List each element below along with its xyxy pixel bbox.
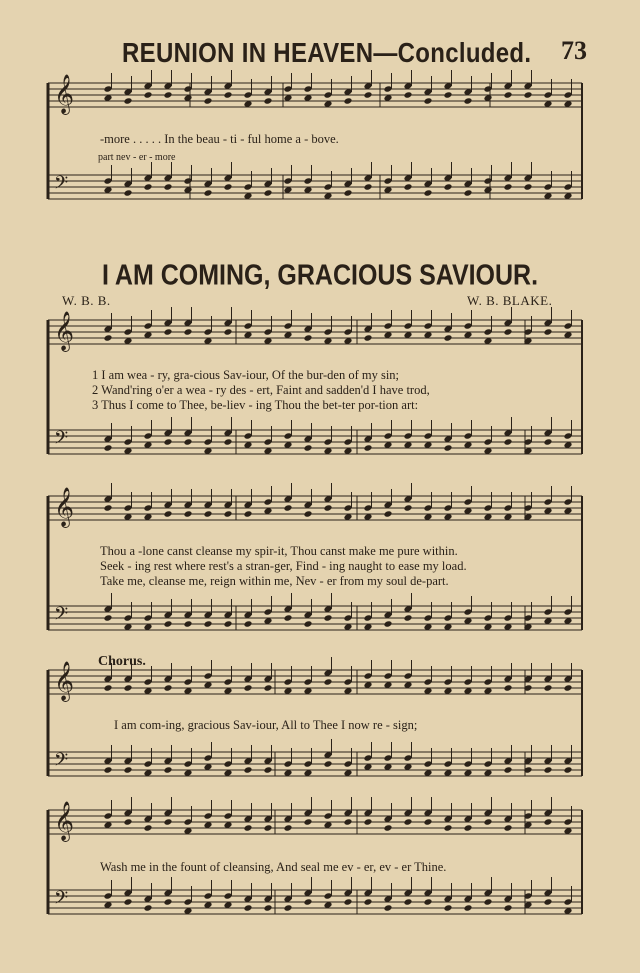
note-head (504, 438, 513, 445)
note-head (144, 183, 153, 190)
note-head (324, 504, 333, 511)
note-head (444, 444, 453, 451)
note-head (464, 97, 473, 104)
continued-hymn-title: REUNION IN HEAVEN—Concluded. (122, 38, 532, 70)
note-head (424, 898, 433, 905)
bass-clef: 𝄢 (54, 750, 69, 775)
note-head (324, 760, 333, 767)
note-head (124, 189, 133, 196)
note-head (284, 504, 293, 511)
verse-3-line-b: Take me, cleanse me, reign within me, Nev - er from my soul de-part. (100, 574, 449, 588)
note-head (104, 334, 113, 341)
note-head (224, 91, 233, 98)
note-head (404, 183, 413, 190)
note-head (124, 97, 133, 104)
note-head (164, 766, 173, 773)
note-head (304, 334, 313, 341)
verse-1-line-b: Thou a -lone canst cleanse my spir-it, Thou canst make me pure within. (100, 544, 458, 558)
note-head (264, 97, 273, 104)
note-head (544, 438, 553, 445)
note-head (404, 504, 413, 511)
bass-clef: 𝄢 (54, 604, 69, 629)
note-head (464, 904, 473, 911)
note-head (244, 620, 253, 627)
note-head (164, 898, 173, 905)
note-head (244, 824, 253, 831)
chorus-label: Chorus. (98, 654, 146, 669)
note-head (164, 684, 173, 691)
note-head (224, 183, 233, 190)
note-head (264, 904, 273, 911)
chorus-lyric-2: Wash me in the fount of cleansing, And seal me ev - er, ev - er Thine. (100, 860, 447, 874)
note-head (504, 904, 513, 911)
note-head (324, 678, 333, 685)
note-head (364, 444, 373, 451)
page-number: 73 (561, 36, 587, 65)
note-head (264, 684, 273, 691)
note-head (204, 189, 213, 196)
note-head (344, 189, 353, 196)
hymn-title: I AM COMING, GRACIOUS SAVIOUR. (101, 259, 539, 292)
note-head (504, 684, 513, 691)
note-head (504, 183, 513, 190)
note-head (364, 334, 373, 341)
note-head (144, 824, 153, 831)
note-head (104, 766, 113, 773)
note-head (104, 444, 113, 451)
note-head (124, 766, 133, 773)
note-head (224, 328, 233, 335)
note-head (424, 97, 433, 104)
note-head (544, 898, 553, 905)
note-head (184, 620, 193, 627)
note-head (444, 183, 453, 190)
verse-2-line-b: Seek - ing rest where rest's a stran-ger, Find - ing naught to ease my load. (100, 559, 467, 573)
note-head (164, 328, 173, 335)
note-head (364, 898, 373, 905)
note-head (244, 684, 253, 691)
note-head (364, 818, 373, 825)
note-head (144, 91, 153, 98)
note-head (544, 818, 553, 825)
note-head (204, 97, 213, 104)
note-head (264, 766, 273, 773)
note-head (164, 183, 173, 190)
note-head (404, 898, 413, 905)
note-head (104, 504, 113, 511)
music-credit: W. B. BLAKE. (467, 293, 553, 308)
note-head (304, 444, 313, 451)
note-head (504, 766, 513, 773)
note-head (504, 91, 513, 98)
note-head (424, 189, 433, 196)
note-head (484, 818, 493, 825)
note-head (124, 684, 133, 691)
note-head (464, 824, 473, 831)
note-head (364, 183, 373, 190)
top-sub-lyric: part nev - er - more (98, 152, 176, 163)
note-head (164, 91, 173, 98)
bass-clef: 𝄢 (54, 173, 69, 198)
note-head (284, 904, 293, 911)
chorus-lyric-1: I am com-ing, gracious Sav-iour, All to Thee I now re - sign; (114, 718, 418, 732)
bass-clef: 𝄢 (54, 888, 69, 913)
words-credit: W. B. B. (62, 293, 111, 308)
note-head (124, 898, 133, 905)
note-head (404, 614, 413, 621)
treble-clef: 𝄞 (54, 74, 75, 114)
note-head (404, 818, 413, 825)
note-head (524, 91, 533, 98)
note-head (204, 510, 213, 517)
note-head (264, 824, 273, 831)
note-head (224, 620, 233, 627)
verse-2-line-a: 2 Wand'ring o'er a wea - ry des - ert, Faint and sadden'd I have trod, (92, 383, 430, 397)
note-head (444, 334, 453, 341)
note-head (424, 818, 433, 825)
note-head (464, 189, 473, 196)
note-head (544, 328, 553, 335)
note-head (244, 766, 253, 773)
note-head (344, 97, 353, 104)
note-head (304, 818, 313, 825)
note-head (104, 614, 113, 621)
note-head (564, 684, 573, 691)
treble-clef: 𝄞 (54, 801, 75, 841)
note-head (544, 766, 553, 773)
note-head (524, 183, 533, 190)
note-head (304, 898, 313, 905)
note-head (544, 684, 553, 691)
note-head (344, 818, 353, 825)
note-head (284, 824, 293, 831)
note-head (244, 510, 253, 517)
note-head (124, 818, 133, 825)
note-head (164, 818, 173, 825)
note-head (384, 620, 393, 627)
note-head (404, 91, 413, 98)
note-head (384, 904, 393, 911)
note-head (364, 91, 373, 98)
top-lyric-line: -more . . . . . In the beau - ti - ful home a - bove. (100, 132, 339, 146)
note-head (444, 91, 453, 98)
note-head (144, 904, 153, 911)
note-head (564, 766, 573, 773)
note-head (324, 614, 333, 621)
note-head (244, 904, 253, 911)
note-head (504, 328, 513, 335)
note-head (104, 684, 113, 691)
note-head (184, 510, 193, 517)
treble-clef: 𝄞 (54, 487, 75, 527)
treble-clef: 𝄞 (54, 311, 75, 351)
note-head (344, 898, 353, 905)
note-head (224, 510, 233, 517)
note-head (184, 438, 193, 445)
note-head (164, 620, 173, 627)
note-head (164, 438, 173, 445)
note-head (484, 898, 493, 905)
note-head (384, 510, 393, 517)
note-head (224, 438, 233, 445)
note-head (284, 614, 293, 621)
note-head (304, 510, 313, 517)
note-head (384, 824, 393, 831)
note-head (264, 189, 273, 196)
verse-3-line-a: 3 Thus I come to Thee, be-liev - ing Thou the bet-ter por-tion art: (92, 398, 419, 412)
bass-clef: 𝄢 (54, 428, 69, 453)
note-head (504, 824, 513, 831)
verse-1-line-a: 1 I am wea - ry, gra-cious Sav-iour, Of the bur-den of my sin; (92, 368, 400, 382)
note-head (164, 510, 173, 517)
note-head (444, 904, 453, 911)
note-head (304, 620, 313, 627)
note-head (184, 328, 193, 335)
note-head (444, 824, 453, 831)
treble-clef: 𝄞 (54, 661, 75, 701)
note-head (204, 620, 213, 627)
